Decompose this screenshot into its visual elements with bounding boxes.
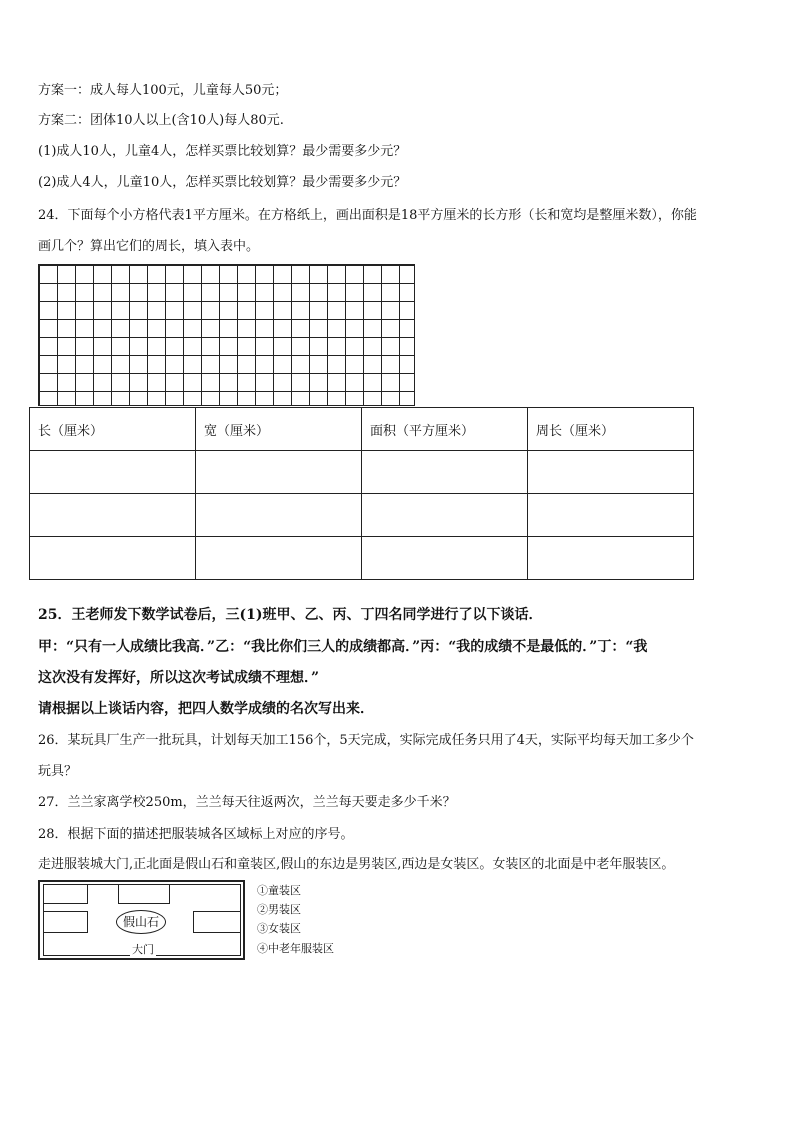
plan-one: 方案一：成人每人100元，儿童每人50元；	[38, 83, 288, 98]
question-24-line-2: 画几个？算出它们的周长，填入表中。	[38, 239, 260, 254]
table-cell[interactable]	[362, 451, 528, 494]
region-east[interactable]	[193, 911, 241, 933]
legend-women: ③女装区	[257, 922, 301, 935]
table-cell[interactable]	[362, 494, 528, 537]
question-25-line-2: 甲：“只有一人成绩比我高．”乙：“我比你们三人的成绩都高．”丙：“我的成绩不是最低的．”丁：“我	[38, 639, 648, 655]
header-length: 长（厘米）	[30, 408, 196, 451]
question-23-part-2: (2)成人4人，儿童10人，怎样买票比较划算？最少需要多少元？	[38, 175, 407, 190]
table-cell[interactable]	[528, 494, 694, 537]
table-row	[30, 494, 694, 537]
legend-men: ②男装区	[257, 903, 301, 916]
legend-elderly: ④中老年服装区	[257, 942, 334, 955]
header-width: 宽（厘米）	[196, 408, 362, 451]
question-25-line-3: 这次没有发挥好，所以这次考试成绩不理想．”	[38, 670, 320, 686]
table-cell[interactable]	[30, 451, 196, 494]
answer-table	[29, 407, 694, 580]
table-cell[interactable]	[30, 537, 196, 580]
region-west[interactable]	[43, 911, 88, 933]
question-23-part-1: (1)成人10人，儿童4人，怎样买票比较划算？最少需要多少元？	[38, 144, 407, 159]
table-cell[interactable]	[362, 537, 528, 580]
question-25-line-4: 请根据以上谈话内容，把四人数学成绩的名次写出来．	[38, 701, 374, 717]
table-row	[30, 537, 694, 580]
table-cell[interactable]	[196, 494, 362, 537]
question-28: 28．根据下面的描述把服装城各区域标上对应的序号。	[38, 827, 354, 842]
square-grid-paper[interactable]	[38, 264, 415, 406]
question-28-description: 走进服装城大门,正北面是假山石和童装区,假山的东边是男装区,西边是女装区。女装区的北面是中老年服装区。	[38, 857, 675, 872]
region-northwest[interactable]	[43, 884, 88, 904]
main-gate-label: 大门	[132, 943, 154, 956]
question-24-line-1: 24．下面每个小方格代表1平方厘米。在方格纸上，画出面积是18平方厘米的长方形（长和宽均是整厘米数），你能	[38, 208, 697, 223]
region-north[interactable]	[118, 884, 170, 904]
header-perimeter: 周长（厘米）	[528, 408, 694, 451]
rockery: 假山石	[116, 910, 166, 934]
question-26-line-1: 26．某玩具厂生产一批玩具，计划每天加工156个，5天完成，实际完成任务只用了4天，实际平均每天加工多少个	[38, 733, 694, 748]
header-area: 面积（平方厘米）	[362, 408, 528, 451]
question-27: 27．兰兰家离学校250m，兰兰每天往返两次，兰兰每天要走多少千米？	[38, 795, 456, 810]
table-header-row	[30, 408, 694, 451]
question-25-line-1: 25．王老师发下数学试卷后，三(1)班甲、乙、丙、丁四名同学进行了以下谈话．	[38, 607, 543, 623]
table-cell[interactable]	[528, 537, 694, 580]
table-cell[interactable]	[196, 537, 362, 580]
table-row	[30, 451, 694, 494]
table-cell[interactable]	[528, 451, 694, 494]
question-26-line-2: 玩具？	[38, 764, 78, 779]
legend-kids: ①童装区	[257, 884, 301, 897]
plan-two: 方案二：团体10人以上(含10人)每人80元.	[38, 113, 284, 128]
table-cell[interactable]	[196, 451, 362, 494]
table-cell[interactable]	[30, 494, 196, 537]
